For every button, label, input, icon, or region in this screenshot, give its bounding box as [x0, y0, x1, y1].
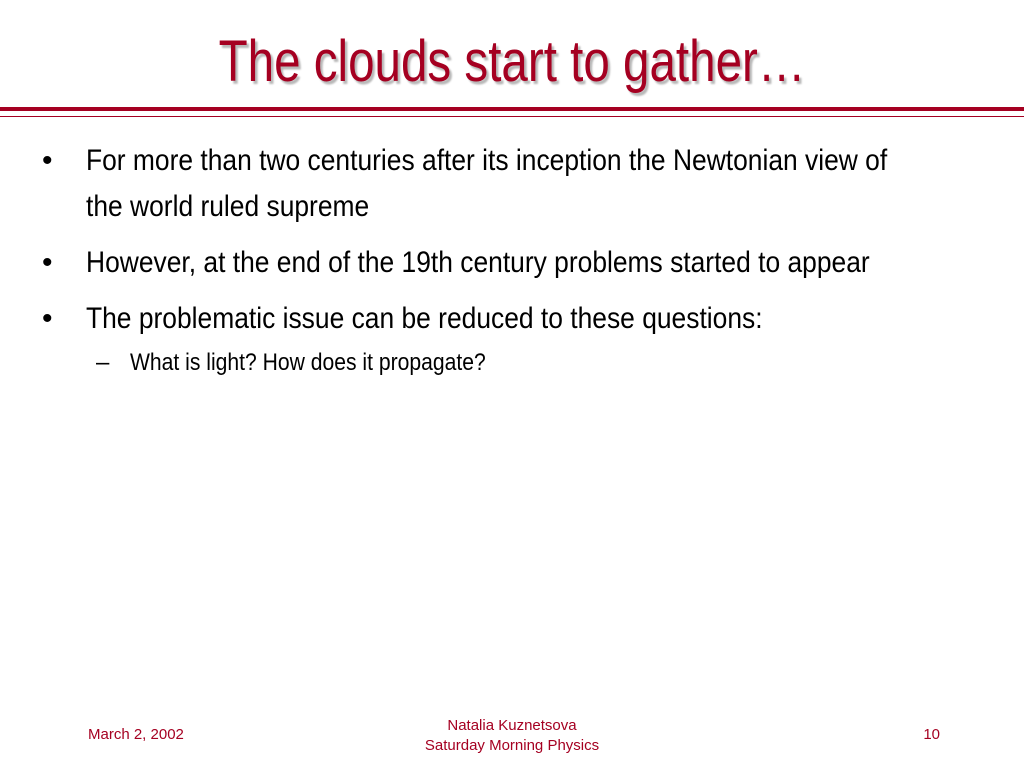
- bullet-text: For more than two centuries after its inception the Newtonian view of the world ruled supreme: [86, 144, 888, 223]
- bullet-marker: •: [42, 144, 53, 177]
- bullet-marker: •: [42, 302, 53, 335]
- footer-author: Natalia Kuznetsova: [447, 717, 577, 734]
- bullet-text: The problematic issue can be reduced to these questions:: [86, 302, 763, 335]
- footer-center: [362, 716, 662, 756]
- slide-title: The clouds start to gather…: [218, 29, 806, 94]
- footer-date: March 2, 2002: [88, 726, 184, 743]
- bullet-item: [40, 296, 1000, 342]
- footer-page-number: 10: [923, 726, 940, 743]
- bullet-item: [40, 138, 1000, 230]
- slide-body: [40, 138, 1000, 380]
- bullet-text: However, at the end of the 19th century problems started to appear: [86, 246, 870, 279]
- sub-bullet-marker: –: [96, 349, 110, 376]
- title-divider-thick: [0, 107, 1024, 111]
- footer-event: Saturday Morning Physics: [424, 737, 600, 754]
- bullet-marker: •: [42, 246, 53, 279]
- sub-bullet-text: What is light? How does it propagate?: [130, 349, 486, 376]
- sub-bullet-item: [96, 346, 1000, 380]
- title-divider-thin: [0, 116, 1024, 117]
- bullet-item: [40, 240, 1000, 286]
